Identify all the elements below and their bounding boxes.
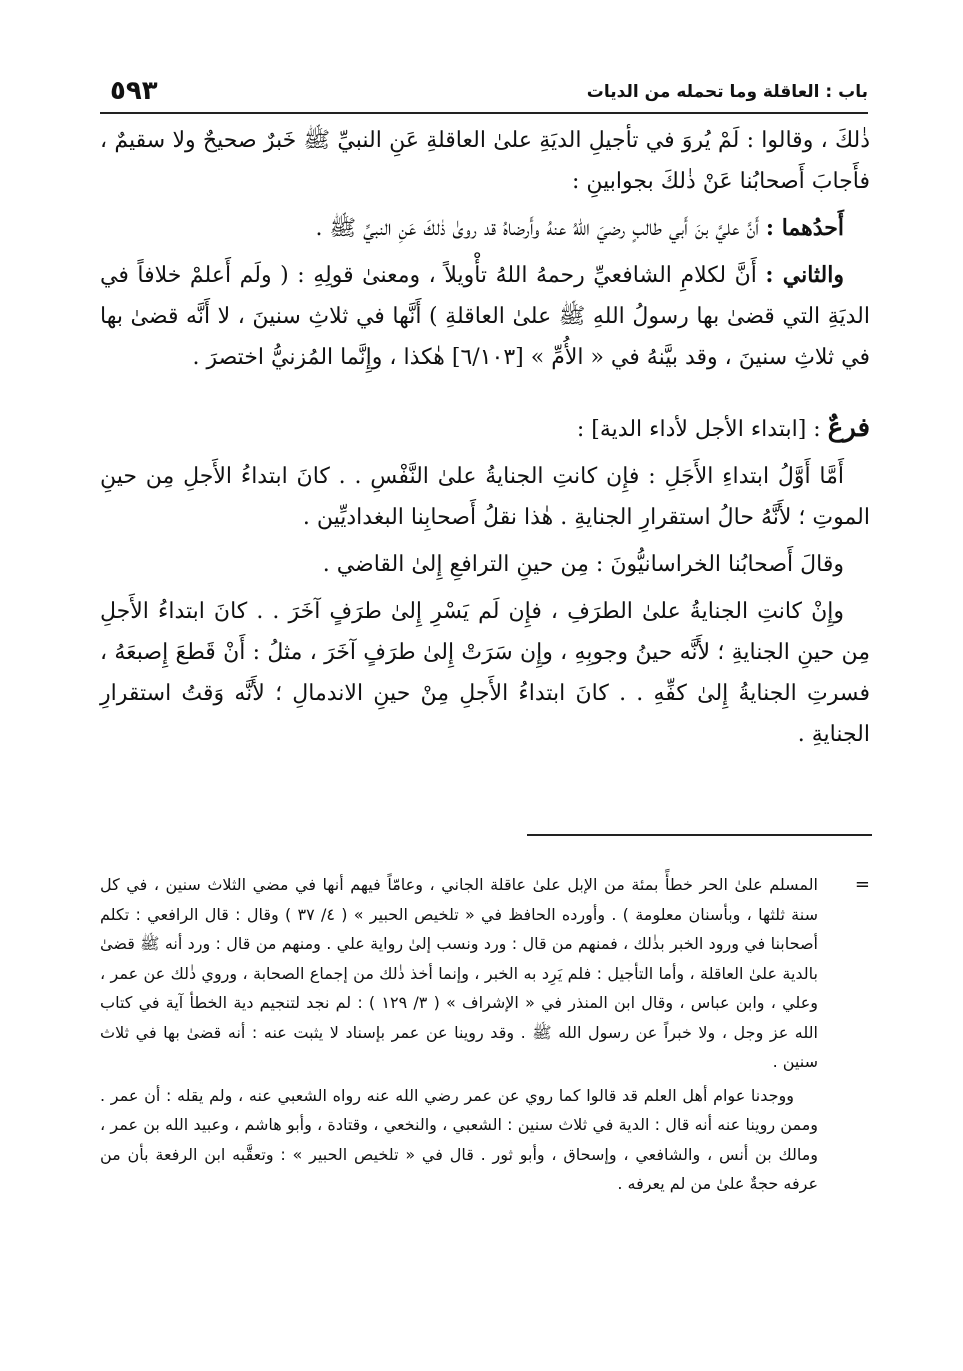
main-text (100, 120, 870, 761)
footnote-divider (527, 834, 872, 836)
second-answer-text: أَنَّ لكلامِ الشافعيِّ رحمهُ اللهُ تأْويلاً ، ومعنىٰ قولِهِ : ( ولَم أَعلمْ خلافاً في الديَةِ التي قضىٰ بها رسولُ اللهِ ﷺ علىٰ العاقلةِ ) أَنَّها في ثلاثِ سنينَ ، لا أَنَّه قضىٰ بها في ثلاثِ سنينَ ، وقد بيَّنهُ في « الأُمِّ » [٦/١٠٣] هٰكذا ، وإِنَّما المُزنيُّ اختصرَ . (100, 263, 870, 370)
footnote-text-1: المسلم علىٰ الحر خطأً بمئة من الإبل علىٰ عاقلة الجاني ، وعامّاً فيهم أنها في مضي الثلاث سنين ، في كل سنة ثلثها ، وبأسنان معلومة ) . وأورده الحافظ في « تلخيص الحبير » ( ٤/ ٣٧ ) وقال : قال الرافعي : تكلم أصحابنا في ورود الخبر بذٰلك ، فمنهم من قال : ورد ونسب إلىٰ رواية علي . ومنهم من قال : ورد أنه ﷺ قضىٰ بالدية علىٰ العاقلة ، وأما التأجيل : فلم يَرِد به الخبر ، وإنما أخذ ذٰلك من إجماع الصحابة ، وروي ذٰلك عن عمر ، وعلي ، وابن عباس ، وقال ابن المنذر في « الإشراف » ( ٣/ ١٢٩ ) : لم نجد لتنجيم دية الخطأ آية في كتاب الله عز وجل ، ولا خبراً عن رسول الله ﷺ . وقد روينا عن عمر بإسناد لا يثبت عنه : أنه قضىٰ بها في ثلاث سنين . (100, 875, 818, 1071)
paragraph-4: أَمَّا أَوَّلُ ابتداءِ الأَجَلِ : فإِن كانتِ الجنايةُ علىٰ النَّفْسِ . . كانَ ابتداءُ الأَجلِ مِن حينِ الموتِ ؛ لأَنَّهُ حالُ استقرارِ الجنايةِ . هٰذا نقلُ أَصحابِنا البغداديِّين . (100, 464, 870, 530)
paragraph-first-answer (100, 208, 870, 249)
branch-title: : [ابتداء الأجل لأداء الدية] : (576, 417, 828, 442)
first-answer-text: أَنَّ عليَّ بنَ أَبي طالبٍ رضيَ اللهُ عنهُ وأَرضاهُ قد روىٰ ذٰلكَ عَنِ النبيِّ ﷺ . (315, 216, 766, 241)
paragraph-second-answer (100, 255, 870, 378)
branch-word: فرعٌ (827, 413, 870, 443)
first-answer-lead: أَحدُهما : (765, 215, 844, 241)
paragraph-1: ذٰلكَ ، وقالوا : لَمْ يُروَ في تأجيلِ الديَةِ علىٰ العاقلةِ عَنِ النبيِّ ﷺ خَبرٌ صحيحٌ ولا سقيمٌ ، فأَجابَ أَصحابُنا عَنْ ذٰلكَ بجوابينِ : (100, 128, 870, 194)
footnote-continuation-marker: = (854, 874, 870, 895)
paragraph-6: وإِنْ كانتِ الجنايةُ علىٰ الطرَفِ ، فإِن لَم يَسْرِ إِلىٰ طرَفٍ آخَرَ . . كانَ ابتداءُ الأَجلِ مِن حينِ الجنايةِ ؛ لأَنَّه حينُ وجوبِهِ ، وإِن سَرَتْ إِلىٰ طرَفٍ آخَرَ ، مثلُ : أَنْ قَطعَ إِصبعَهُ ، فسرتِ الجنايةُ إِلىٰ كفِّهِ . . كانَ ابتداءُ الأَجلِ مِنْ حينِ الاندمالِ ؛ لأَنَّه وَقتُ استقرارِ الجنايةِ . (100, 599, 870, 747)
page-header (100, 72, 868, 114)
paragraph-5: وقالَ أَصحابُنا الخراسانيُّونَ : مِن حينِ الترافعِ إِلىٰ القاضي . (322, 552, 844, 577)
page-number: ٥٩٣ (110, 76, 158, 106)
running-title: باب : العاقلة وما تحمله من الديات (586, 82, 868, 102)
footnote-continued (100, 870, 870, 1077)
second-answer-lead: والثاني : (765, 262, 844, 288)
footnotes (100, 870, 870, 1201)
branch-heading (100, 408, 870, 450)
footnote-paragraph-2: ووجدنا عوام أهل العلم قد قالوا كما روي عن عمر رضي الله عنه رواه الشعبي عنه ، ولم يقله : أن عمر . وممن روينا عنه أنه قال : الدية في ثلاث سنين : الشعبي ، والنخعي ، وقتادة ، وأبو هاشم ، وعبيد الله بن عمر ، ومالك بن أنس ، والشافعي ، وإسحاق ، وأبو ثور . قال في « تلخيص الحبير » : وتعقَّبه ابن الرفعة بأن من عرفه حجةٌ علىٰ من لم يعرفه . (100, 1085, 818, 1193)
